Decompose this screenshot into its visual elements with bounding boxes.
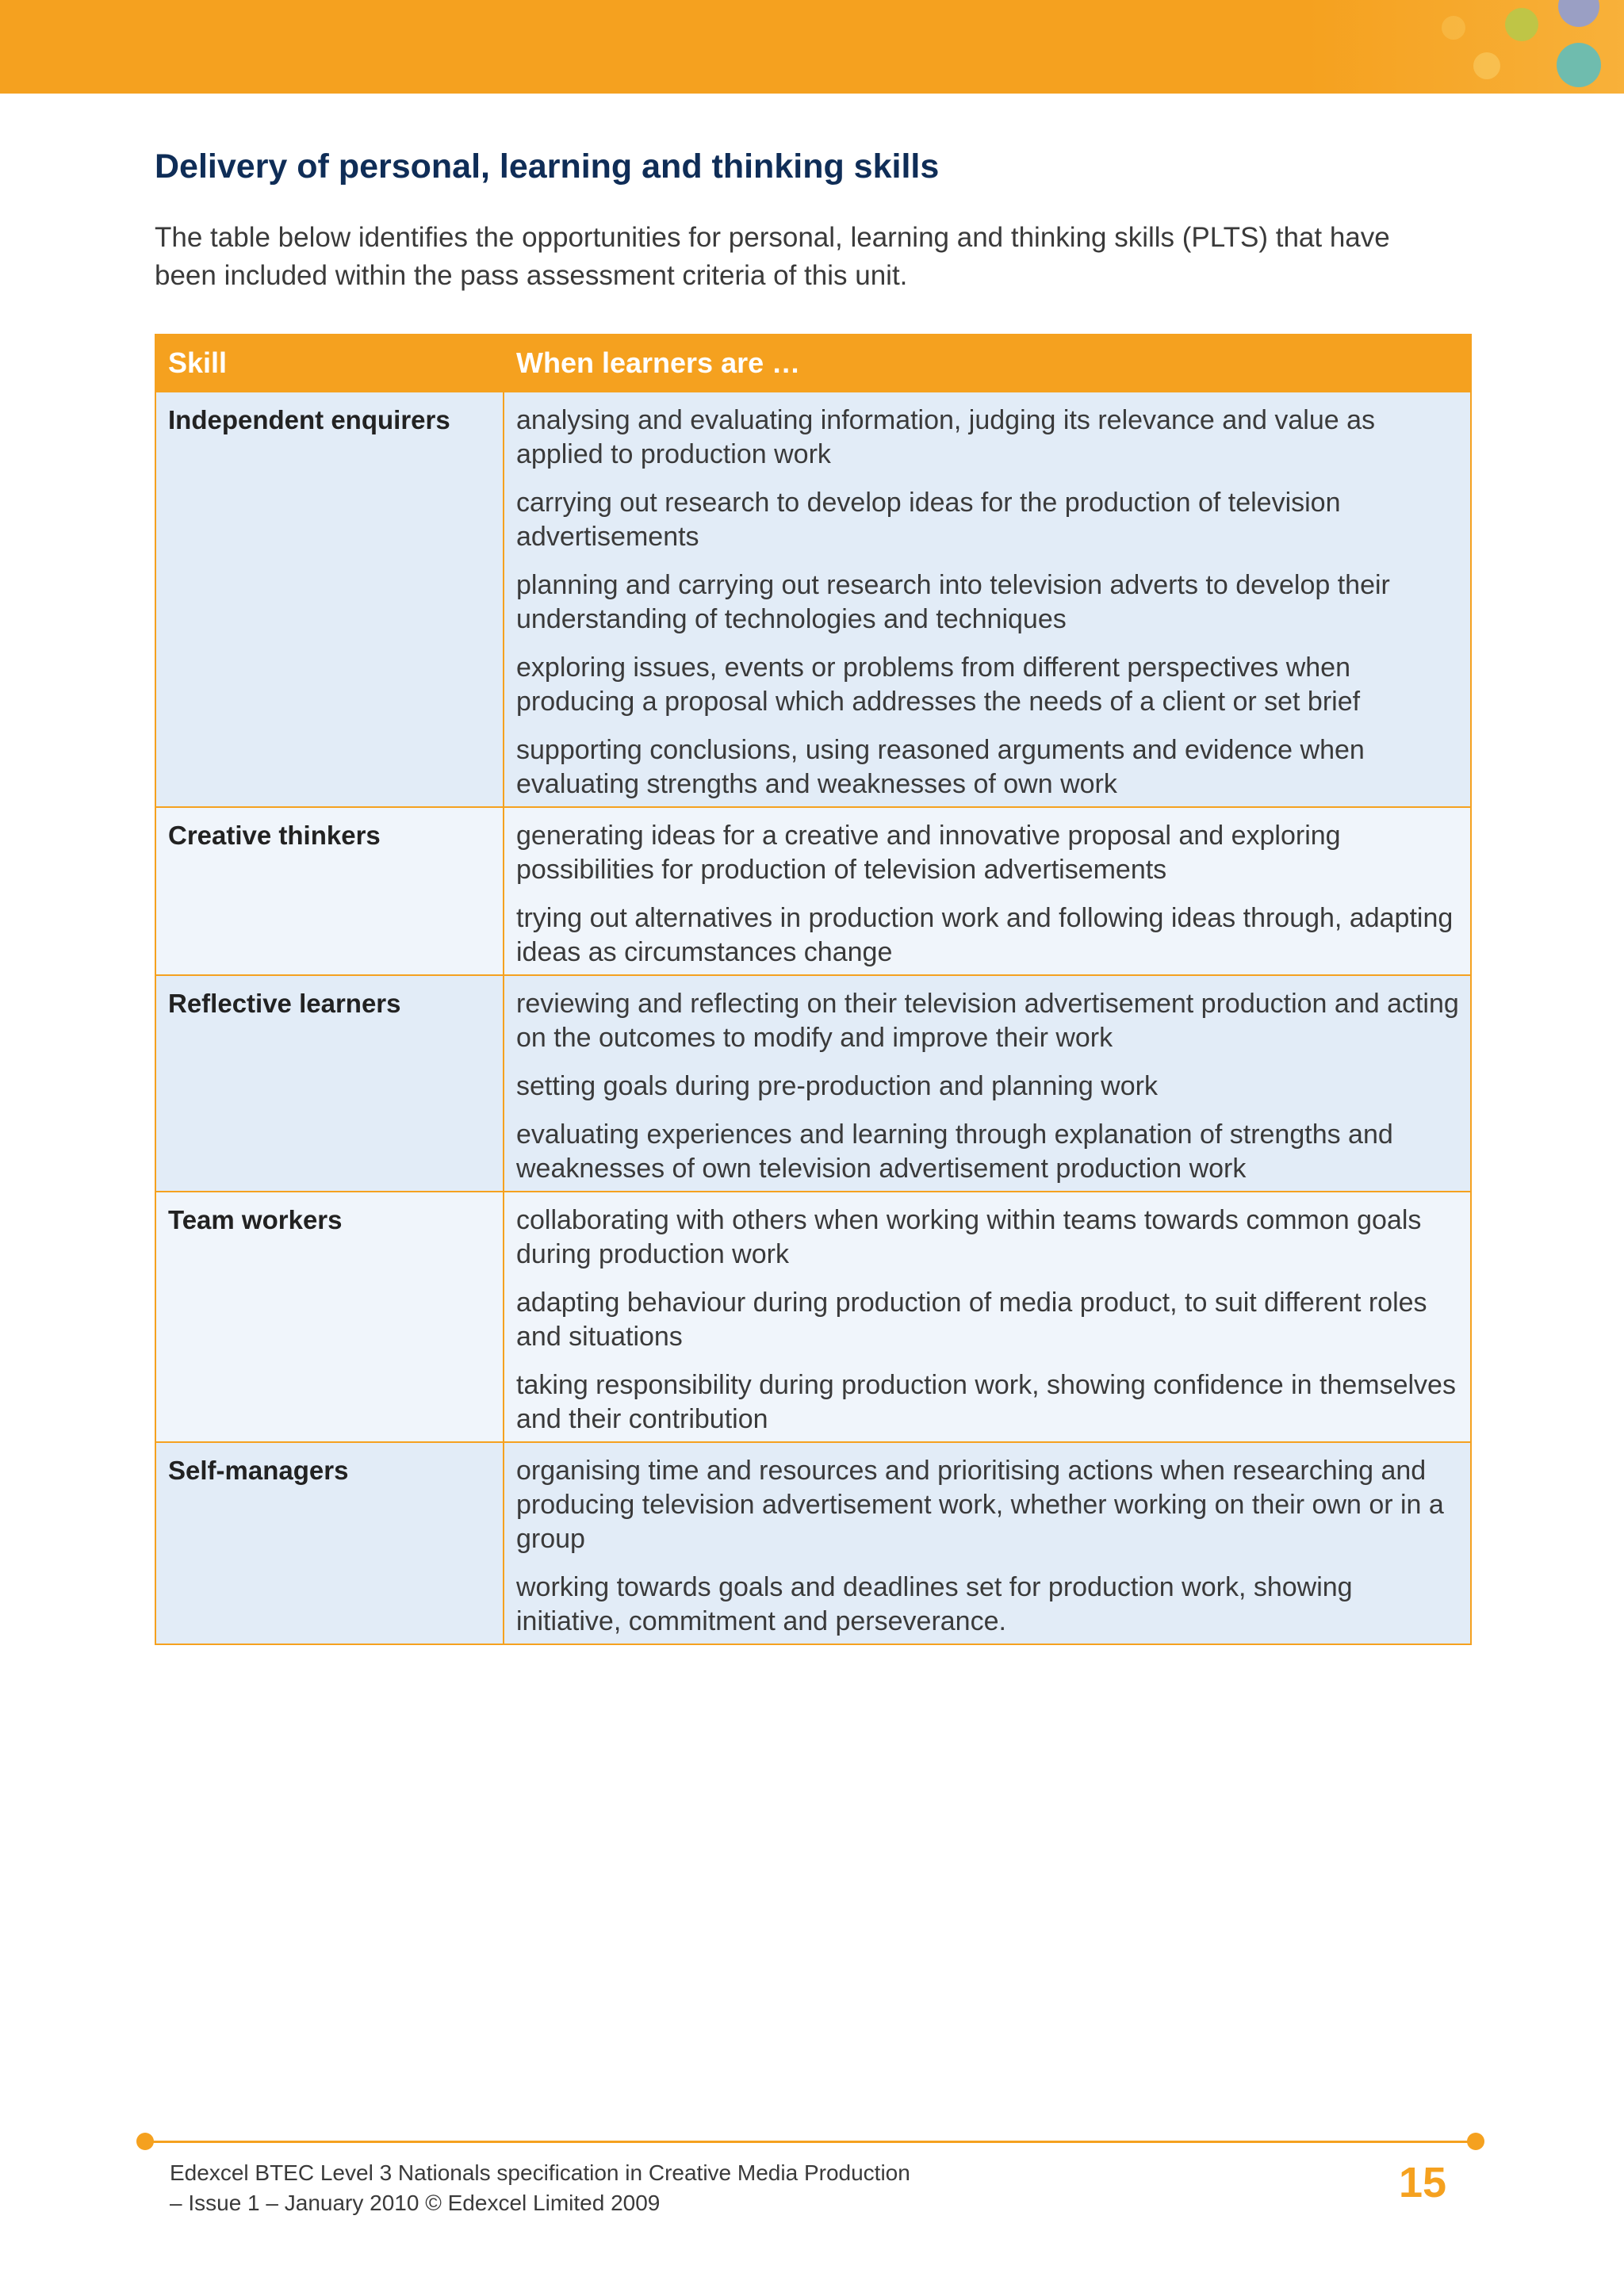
skill-opportunities: [504, 975, 1471, 1192]
column-header-skill: Skill: [155, 335, 504, 392]
footer-line-1: Edexcel BTEC Level 3 Nationals specification in Creative Media Production: [170, 2160, 910, 2185]
skill-name: Independent enquirers: [155, 392, 504, 807]
skill-opportunities: [504, 807, 1471, 975]
decorative-dot-icon: [1473, 52, 1500, 79]
decorative-dot-icon: [1505, 8, 1538, 41]
list-item: generating ideas for a creative and innovative proposal and exploring possibilities for production of television advertisements: [516, 821, 1341, 885]
footer-line-2: – Issue 1 – January 2010 © Edexcel Limited 2009: [170, 2191, 661, 2215]
list-item: evaluating experiences and learning through explanation of strengths and weaknesses of own television advertisement production work: [516, 1119, 1393, 1184]
skill-name: Self-managers: [155, 1442, 504, 1644]
table-row: [155, 1192, 1471, 1442]
footer-dot-right-icon: [1467, 2133, 1484, 2150]
page-title: Delivery of personal, learning and thinking skills: [155, 147, 940, 186]
list-item: taking responsibility during production work, showing confidence in themselves and their contribution: [516, 1370, 1456, 1434]
list-item: carrying out research to develop ideas for the production of television advertisements: [516, 488, 1341, 552]
page-number: 15: [1399, 2159, 1447, 2206]
skill-name: Creative thinkers: [155, 807, 504, 975]
skill-opportunities: [504, 392, 1471, 807]
list-item: exploring issues, events or problems from different perspectives when producing a proposal which addresses the needs of a client or set brief: [516, 652, 1361, 717]
table-row: [155, 392, 1471, 807]
table-row: [155, 975, 1471, 1192]
list-item: adapting behaviour during production of media product, to suit different roles and situations: [516, 1288, 1427, 1352]
list-item: trying out alternatives in production work and following ideas through, adapting ideas as circumstances change: [516, 903, 1454, 967]
skill-opportunities: [504, 1442, 1471, 1644]
table-row: [155, 1442, 1471, 1644]
column-header-when: When learners are …: [504, 335, 1471, 392]
footer-divider: [145, 2141, 1476, 2143]
list-item: supporting conclusions, using reasoned arguments and evidence when evaluating strengths and weaknesses of own work: [516, 735, 1365, 799]
list-item: working towards goals and deadlines set for production work, showing initiative, commitment and perseverance.: [516, 1572, 1353, 1636]
intro-paragraph: The table below identifies the opportunities for personal, learning and thinking skills (PLTS) that have been included within the pass assessment criteria of this unit.: [155, 222, 1390, 291]
list-item: organising time and resources and prioritising actions when researching and producing television advertisement work, whether working on their own or in a group: [516, 1456, 1444, 1554]
skill-opportunities: [504, 1192, 1471, 1442]
list-item: analysing and evaluating information, judging its relevance and value as applied to production work: [516, 405, 1376, 469]
skill-name: Reflective learners: [155, 975, 504, 1192]
footer-text: [170, 2158, 910, 2218]
footer-dot-left-icon: [136, 2133, 154, 2150]
decorative-dot-icon: [1442, 16, 1465, 40]
table-row: [155, 807, 1471, 975]
decorative-dot-icon: [1557, 43, 1601, 87]
skill-name: Team workers: [155, 1192, 504, 1442]
list-item: setting goals during pre-production and planning work: [516, 1071, 1158, 1101]
table-header-row: [155, 335, 1471, 392]
list-item: planning and carrying out research into television adverts to develop their understanding of technologies and techniques: [516, 570, 1390, 634]
list-item: reviewing and reflecting on their television advertisement production and acting on the outcomes to modify and improve their work: [516, 989, 1459, 1053]
plts-table: [155, 334, 1472, 1645]
list-item: collaborating with others when working within teams towards common goals during production work: [516, 1205, 1422, 1269]
header-band: [0, 0, 1624, 94]
